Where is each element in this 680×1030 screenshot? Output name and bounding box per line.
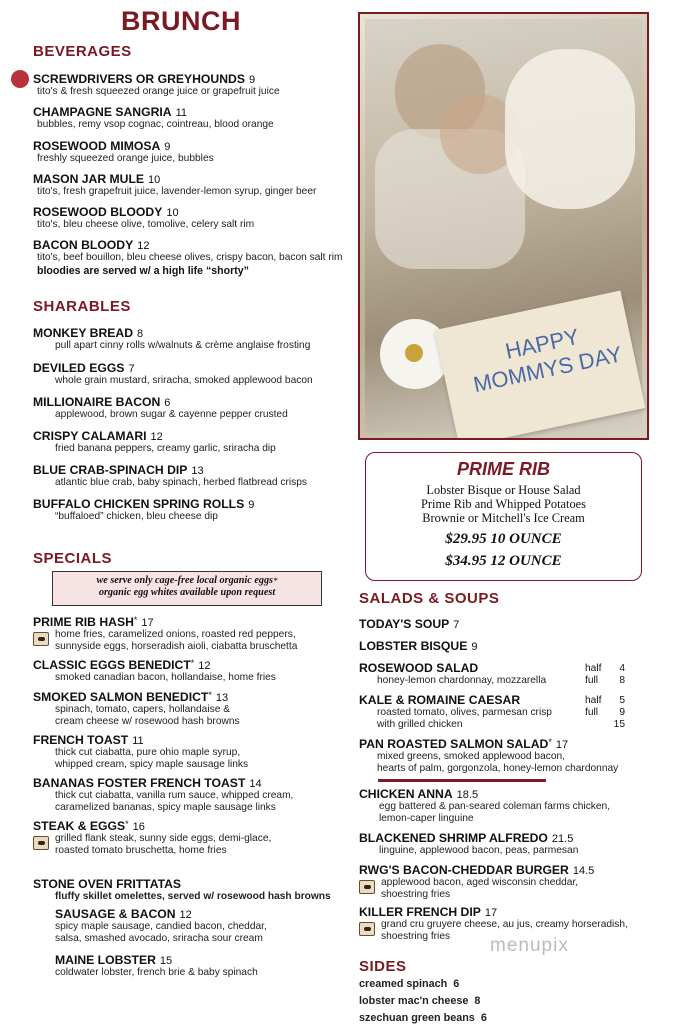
menu-item [33,205,358,231]
item-price: 11 [175,107,188,119]
item-name [33,690,358,704]
egg-note-box [52,571,322,606]
item-description: thick cut ciabatta, pure ohio maple syrup, [55,747,241,758]
prime-rib-line3: Brownie or Mitchell's Ice Cream [422,511,585,525]
item-price: 12 [198,660,211,672]
item-name [33,429,358,443]
item-name [359,737,625,751]
item-description: tito's, beef bouillon, bleu cheese olives, crispy bacon, bacon salt rim [37,252,343,263]
item-name-text: CHICKEN ANNA [359,787,453,801]
item-description: applewood bacon, aged wisconsin cheddar, [381,877,579,888]
item-price: 11 [132,735,144,747]
item-name-text: KALE & ROMAINE CAESAR [359,693,521,707]
item-price: 17 [141,617,154,629]
item-name-text: BANANAS FOSTER FRENCH TOAST [33,776,246,790]
egg-note-line2: organic egg whites available upon request [98,587,276,598]
steakhouse-badge-icon [359,880,375,894]
item-description: hearts of palm, gorgonzola, honey-lemon chardonnay [377,763,619,774]
item-price: 12 [179,909,192,921]
menu-item [55,953,355,979]
item-description: thick cut ciabatta, vanilla rum sauce, whipped cream, [55,790,294,801]
size-price [585,707,625,718]
item-name [55,953,355,967]
item-price: 9 [248,499,255,511]
item-description: coldwater lobster, french brie & baby spinach [55,967,258,978]
menu-item [359,639,625,653]
item-name-text: TODAY'S SOUP [359,617,450,631]
item-name [359,831,625,845]
steakhouse-badge-icon [359,922,375,936]
item-description: atlantic blue crab, baby spinach, herbed flatbread crisps [55,477,308,488]
item-name-text: BLACKENED SHRIMP ALFREDO [359,831,548,845]
item-name [55,907,355,921]
menu-item [55,907,355,945]
item-description: linguine, applewood bacon, peas, parmesan [379,845,579,856]
size-label: full [585,675,599,686]
beverages-note: bloodies are served w/ a high life “shorty” [37,265,249,277]
item-name-text: PRIME RIB HASH [33,615,134,629]
menu-item [33,615,358,653]
rose-icon [11,70,29,88]
watermark: menupix [490,935,569,956]
size-label: half [585,695,602,706]
size-label: full [585,707,599,718]
item-name-text: SMOKED SALMON BENEDICT [33,690,209,704]
item-name-text: BUFFALO CHICKEN SPRING ROLLS [33,497,245,511]
item-name [33,238,358,252]
item-name-text: ROSEWOOD MIMOSA [33,139,161,153]
item-description: fried banana peppers, creamy garlic, sriracha dip [55,443,276,454]
item-name [33,497,358,511]
item-name-text: CRISPY CALAMARI [33,429,147,443]
item-name-text: FRENCH TOAST [33,733,129,747]
item-price: 9 [471,641,478,653]
side-price: 6 [453,978,460,990]
menu-item [359,863,625,901]
item-description: grand cru gruyere cheese, au jus, creamy horseradish, [381,919,628,930]
item-name-text: MILLIONAIRE BACON [33,395,161,409]
item-name [33,819,358,833]
item-name [33,172,358,186]
salads-heading: SALADS & SOUPS [359,590,500,607]
item-name-text: MASON JAR MULE [33,172,145,186]
item-price: 7 [453,619,460,631]
item-description: tito's & fresh squeezed orange juice or grapefruit juice [37,86,280,97]
item-description: with grilled chicken [377,719,463,730]
size-price [585,675,625,686]
item-price: 17 [555,739,569,751]
item-name-text: MONKEY BREAD [33,326,133,340]
item-asterisk: * [208,690,212,700]
item-description: grilled flank steak, sunny side eggs, demi-glace, [55,833,272,844]
size-price [585,663,625,674]
side-item [359,995,625,1007]
item-description: egg battered & pan-seared coleman farms chicken, [379,801,611,812]
size-value: 4 [619,663,625,674]
item-price: 10 [166,207,179,219]
item-name [359,905,625,919]
item-name [33,326,358,340]
menu-item [33,238,358,264]
item-name [33,733,358,747]
prime-rib-title: PRIME RIB [456,459,550,479]
prime-rib-price1: $29.95 10 OUNCE [445,531,562,547]
item-name [33,615,358,629]
item-price: 13 [215,692,229,704]
item-price: 18.5 [456,789,479,801]
menu-item [33,72,358,98]
item-name [33,139,358,153]
prime-rib-line1: Lobster Bisque or House Salad [426,483,581,497]
menu-item [33,395,358,421]
item-description: freshly squeezed orange juice, bubbles [37,153,214,164]
specials-heading: SPECIALS [33,550,113,567]
item-name-text: RWG'S BACON-CHEDDAR BURGER [359,863,569,877]
item-description: shoestring fries [381,889,451,900]
menu-item [359,787,625,825]
side-name: szechuan green beans [359,1012,475,1024]
item-name-text: LOBSTER BISQUE [359,639,468,653]
item-name [33,72,358,86]
item-name-text: SCREWDRIVERS OR GREYHOUNDS [33,72,245,86]
item-name [359,617,625,631]
item-price: 9 [248,74,256,86]
menu-item [33,361,358,387]
item-name-text: CHAMPAGNE SANGRIA [33,105,172,119]
item-description: sunnyside eggs, horseradish aioli, ciabatta bruschetta [55,641,298,652]
item-name-text: SAUSAGE & BACON [55,907,176,921]
item-name-text: MAINE LOBSTER [55,953,156,967]
menu-item [359,661,625,687]
steakhouse-badge-icon [33,836,49,850]
menu-item [33,819,358,857]
item-description: caramelized bananas, spicy maple sausage links [55,802,276,813]
item-name [359,639,625,653]
prime-rib-box [365,452,642,581]
size-label: half [585,663,602,674]
item-description: tito's, fresh grapefruit juice, lavender-lemon syrup, ginger beer [37,186,317,197]
item-name [33,205,358,219]
item-name [359,863,625,877]
frittatas-sub: fluffy skillet omelettes, served w/ rosewood hash browns [55,891,331,902]
side-name: lobster mac'n cheese [359,995,469,1007]
photo-card-text: HAPPY MOMMYS DAY [471,323,625,398]
item-description: “buffaloed” chicken, bleu cheese dip [55,511,218,522]
menu-item [33,497,358,523]
prime-rib-price2: $34.95 12 OUNCE [445,553,562,569]
menu-item [33,172,358,198]
item-name-text: PAN ROASTED SALMON SALAD [359,737,549,751]
item-description: lemon-caper linguine [379,813,474,824]
item-name-text: STEAK & EGGS [33,819,126,833]
prime-rib-line2: Prime Rib and Whipped Potatoes [421,497,586,511]
sharables-heading: SHARABLES [33,298,131,315]
menu-item [33,658,358,684]
item-price: 9 [164,141,171,153]
item-description: home fries, caramelized onions, roasted red peppers, [55,629,296,640]
item-name [33,776,358,790]
item-price: 16 [132,821,145,833]
item-description: spicy maple sausage, candied bacon, cheddar, [55,921,267,932]
menu-item [359,617,625,631]
item-name [33,105,358,119]
frittatas-name: STONE OVEN FRITTATAS [33,877,182,891]
item-description: pull apart cinny rolls w/walnuts & crème anglaise frosting [55,340,311,351]
menu-item [33,690,358,728]
item-name [33,658,358,672]
size-value: 5 [619,695,625,706]
item-asterisk: * [190,658,195,668]
sides-heading: SIDES [359,958,407,975]
menu-item [33,139,358,165]
menu-item [359,831,625,857]
item-description: whipped cream, spicy maple sausage links [55,759,249,770]
item-description: cream cheese w/ rosewood hash browns [55,716,240,727]
item-price: 14 [249,778,262,790]
item-name [359,787,625,801]
item-name [33,361,358,375]
item-price: 12 [137,240,150,252]
item-name-text: BLUE CRAB-SPINACH DIP [33,463,188,477]
item-asterisk: * [133,615,138,625]
item-description: whole grain mustard, sriracha, smoked applewood bacon [55,375,313,386]
menu-item [33,105,358,131]
item-name-text: CLASSIC EGGS BENEDICT [33,658,191,672]
item-name [33,395,358,409]
item-name-text: KILLER FRENCH DIP [359,905,481,919]
egg-note-line1: we serve only cage-free local organic eggs [96,575,274,586]
item-price: 13 [191,465,204,477]
side-price: 6 [480,1012,487,1024]
side-item [359,1012,625,1024]
menu-item [359,693,625,731]
item-description: applewood, brown sugar & cayenne pepper crusted [55,409,288,420]
size-value: 8 [619,675,625,686]
item-price: 8 [137,328,144,340]
page-title: BRUNCH [121,6,241,36]
item-description: mixed greens, smoked applewood bacon, [377,751,566,762]
side-name: creamed spinach [359,978,448,990]
item-asterisk: * [125,819,129,829]
side-price: 8 [474,995,481,1007]
item-price: 6 [164,397,171,409]
menu-item [33,429,358,455]
item-name [33,463,358,477]
menu-item [33,326,358,352]
menu-item [359,737,625,775]
side-item [359,978,625,990]
egg-note-asterisk: * [273,576,278,586]
item-description: spinach, tomato, capers, hollandaise & [55,704,230,715]
item-description: honey-lemon chardonnay, mozzarella [377,675,547,686]
size-value: 15 [613,719,625,730]
item-price: 12 [150,431,163,443]
size-price [585,695,625,706]
steakhouse-badge-icon [33,632,49,646]
item-name-text: DEVILED EGGS [33,361,125,375]
item-description: tito's, bleu cheese olive, tomolive, celery salt rim [37,219,255,230]
item-name-text: ROSEWOOD BLOODY [33,205,163,219]
menu-item [33,463,358,489]
item-name-text: ROSEWOOD SALAD [359,661,479,675]
item-description: salsa, smashed avocado, sriracha sour cream [55,933,263,944]
item-description: shoestring fries [381,931,451,942]
item-price: 15 [159,955,173,967]
menu-item [33,733,358,771]
size-price [585,719,625,730]
item-price: 10 [148,174,161,186]
item-price: 7 [128,363,135,375]
section-divider [378,779,546,782]
item-description: bubbles, remy vsop cognac, cointreau, blood orange [37,119,274,130]
item-price: 17 [484,907,498,919]
item-price: 14.5 [572,865,595,877]
item-asterisk: * [548,737,552,747]
item-description: roasted tomato, olives, parmesan crisp [377,707,552,718]
item-name-text: BACON BLOODY [33,238,134,252]
mothers-day-photo [358,12,649,440]
beverages-heading: BEVERAGES [33,43,132,60]
menu-item [33,776,358,814]
item-description: roasted tomato bruschetta, home fries [55,845,227,856]
item-price: 21.5 [551,833,574,845]
item-description: smoked canadian bacon, hollandaise, home fries [55,672,276,683]
size-value: 9 [619,707,625,718]
